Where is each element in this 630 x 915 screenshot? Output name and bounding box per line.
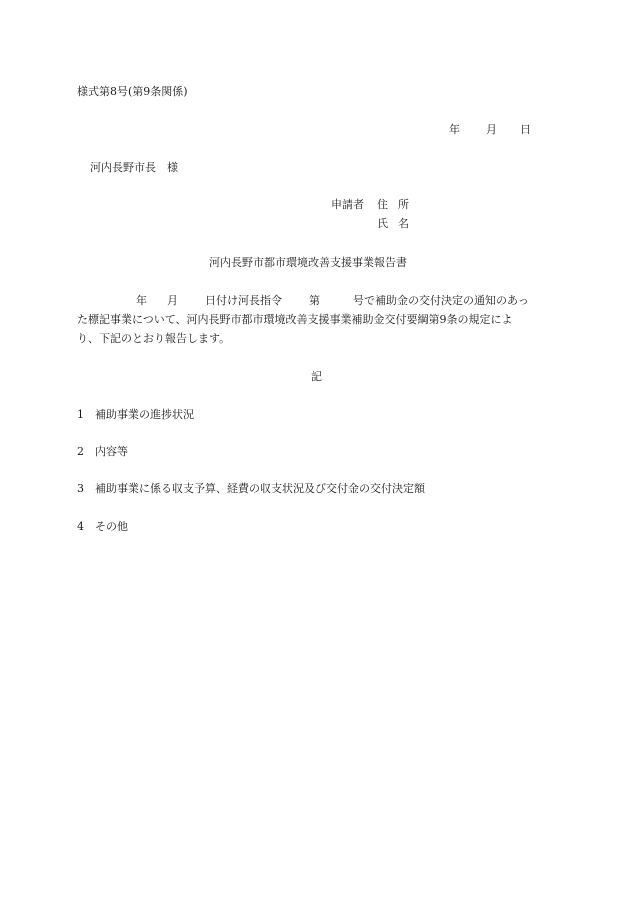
item-number: 3 [77,482,84,495]
body-year: 年 [136,294,147,307]
item-number: 4 [77,520,84,533]
ki-heading: 記 [311,370,322,383]
list-item [77,445,128,458]
date-year-label: 年 [449,123,460,136]
body-month: 月 [167,294,178,307]
body-paragraph-line-3: り、下記のとおり報告します。 [77,332,231,345]
list-item [77,482,425,495]
applicant-label: 申請者 [331,198,364,211]
body-date-issuer: 日付け河長指令 [205,294,282,307]
list-item [77,408,194,421]
date-day-label: 日 [520,123,531,136]
item-label: その他 [95,520,128,533]
item-number: 1 [77,408,84,421]
body-dai: 第 [309,294,320,307]
item-number: 2 [77,445,84,458]
date-month-label: 月 [486,123,497,136]
list-item [77,520,128,533]
name-label: 氏名 [377,217,419,230]
document-title: 河内長野市都市環境改善支援事業報告書 [209,256,407,269]
item-label: 補助事業の進捗状況 [95,408,194,421]
body-paragraph-line-2: た標記事業について、河内長野市都市環境改善支援事業補助金交付要綱第9条の規定によ [77,313,513,326]
form-number: 様式第8号(第9条関係) [77,85,188,98]
addressee: 河内長野市長 様 [90,161,178,174]
item-label: 内容等 [95,445,128,458]
body-paragraph-line-1 [77,294,553,307]
item-label: 補助事業に係る収支予算、経費の収支状況及び交付金の交付決定額 [95,482,425,495]
body-go-text: 号で補助金の交付決定の通知のあっ [353,294,529,307]
address-label: 住所 [377,198,419,211]
